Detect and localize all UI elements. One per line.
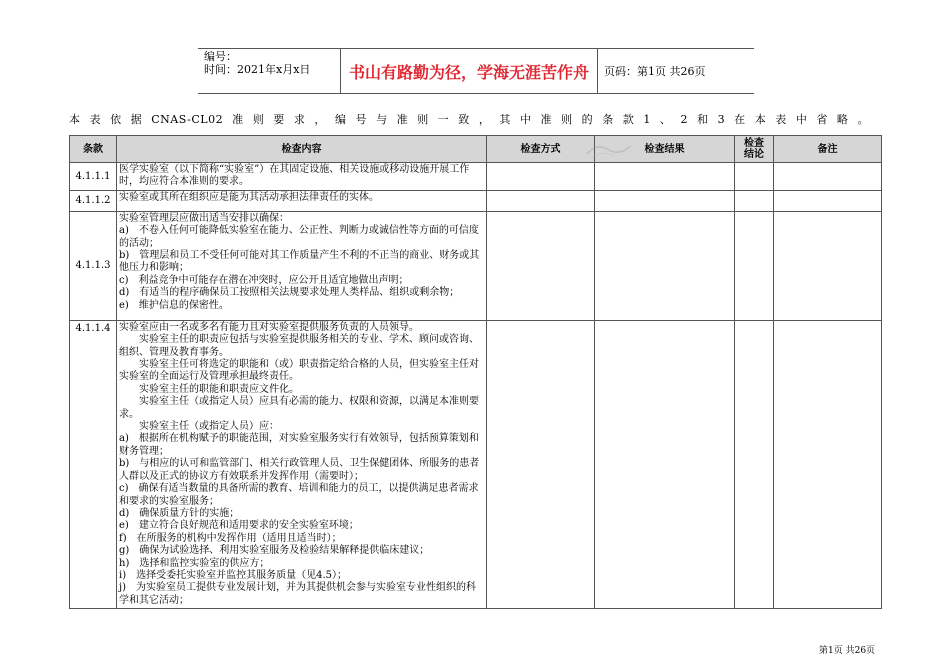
motto: 书山有路勤为径，学海无涯苦作舟 bbox=[340, 49, 598, 93]
content-line: 实验室主任（或指定人员）应： bbox=[139, 421, 279, 433]
content-line: f) 在所服务的机构中发挥作用（适用且适当时）； bbox=[119, 532, 342, 544]
content-line: c) 确保有适当数量的具备所需的教育、培训和能力的员工，以提供满足患者需求和要求的实验室服务； bbox=[119, 483, 479, 507]
header-content: 检查内容 bbox=[117, 136, 487, 163]
table-row bbox=[70, 163, 882, 191]
content-line: e) 维护信息的保密性。 bbox=[119, 299, 229, 311]
conclusion-cell[interactable] bbox=[735, 211, 774, 320]
table-row bbox=[70, 190, 882, 211]
intro-text: 本表依据CNAS-CL02准则要求，编号与准则一致，其中准则的条款1、2和3在本表中省略。 bbox=[69, 113, 869, 126]
content-line: 实验室应由一名或多名有能力且对实验室提供服务负责的人员领导。 bbox=[119, 321, 419, 333]
page-footer: 第1页 共26页 bbox=[819, 646, 876, 656]
content-cell bbox=[117, 190, 487, 211]
header-remark: 备注 bbox=[774, 136, 882, 163]
header-result: 检查结果 bbox=[595, 136, 735, 163]
remark-cell[interactable] bbox=[774, 190, 882, 211]
method-cell[interactable] bbox=[487, 190, 595, 211]
watermark-logo-icon bbox=[585, 140, 635, 162]
remark-cell[interactable] bbox=[774, 163, 882, 191]
content-line: 实验室主任的职责应包括与实验室提供服务相关的专业、学术、顾问或咨询、组织、管理及教育事务。 bbox=[119, 334, 479, 358]
content-line: a) 根据所在机构赋予的职能范围，对实验室服务实行有效领导，包括预算策划和财务管理； bbox=[119, 433, 479, 457]
serial-label: 编号： bbox=[204, 50, 237, 63]
remark-cell[interactable] bbox=[774, 320, 882, 608]
content-line: i) 选择受委托实验室并监控其服务质量（见4.5）； bbox=[119, 569, 348, 581]
clause-cell: 4.1.1.2 bbox=[70, 190, 117, 211]
time-label: 时间：2021年x月x日 bbox=[204, 63, 311, 76]
table-header-row bbox=[70, 136, 882, 163]
content-line: e) 建立符合良好规范和适用要求的安全实验室环境； bbox=[119, 520, 359, 532]
result-cell[interactable] bbox=[595, 211, 735, 320]
method-cell[interactable] bbox=[487, 211, 595, 320]
clause-cell: 4.1.1.4 bbox=[70, 320, 117, 608]
clause-cell: 4.1.1.1 bbox=[70, 163, 117, 191]
content-line: a) 不卷入任何可能降低实验室在能力、公正性、判断力或诚信性等方面的可信度的活动； bbox=[119, 225, 479, 249]
content-line: c) 利益竞争中可能存在潜在冲突时，应公开且适宜地做出声明； bbox=[119, 274, 409, 286]
conclusion-cell[interactable] bbox=[735, 320, 774, 608]
page-header bbox=[198, 48, 754, 94]
content-cell bbox=[117, 163, 487, 191]
checklist-table bbox=[69, 135, 882, 609]
content-line: g) 确保为试验选择、利用实验室服务及检验结果解释提供临床建议； bbox=[119, 545, 430, 557]
method-cell[interactable] bbox=[487, 320, 595, 608]
result-cell[interactable] bbox=[595, 190, 735, 211]
table-row bbox=[70, 211, 882, 320]
content-line: h) 选择和监控实验室的供应方； bbox=[119, 557, 270, 569]
content-line: 实验室主任可将选定的职能和（或）职责指定给合格的人员，但实验室主任对实验室的全面运行及管理承担最终责任。 bbox=[119, 359, 479, 383]
content-line: d) 确保质量方针的实施； bbox=[119, 507, 240, 519]
content-line: 实验室或其所在组织应是能为其活动承担法律责任的实体。 bbox=[119, 191, 379, 203]
page-label: 页码：第1页 共26页 bbox=[604, 65, 706, 78]
result-cell[interactable] bbox=[595, 320, 735, 608]
content-cell bbox=[117, 211, 487, 320]
content-line: b) 与相应的认可和监管部门、相关行政管理人员、卫生保健团体、所服务的患者人群以及正式的协议方有效联系并发挥作用（需要时）； bbox=[119, 458, 480, 482]
header-method: 检查方式 bbox=[487, 136, 595, 163]
remark-cell[interactable] bbox=[774, 211, 882, 320]
header-conclusion: 检查结论 bbox=[735, 136, 774, 163]
content-cell bbox=[117, 320, 487, 608]
header-left-cell bbox=[198, 49, 340, 93]
conclusion-cell[interactable] bbox=[735, 190, 774, 211]
content-line: j) 为实验室员工提供专业发展计划，并为其提供机会参与实验室专业性组织的科学和其它活动； bbox=[119, 582, 477, 606]
clause-cell: 4.1.1.3 bbox=[70, 211, 117, 320]
method-cell[interactable] bbox=[487, 163, 595, 191]
content-line: 实验室主任的职能和职责应文件化。 bbox=[139, 383, 299, 395]
result-cell[interactable] bbox=[595, 163, 735, 191]
table-row bbox=[70, 320, 882, 608]
content-line: 医学实验室（以下简称“实验室”）在其固定设施、相关设施或移动设施开展工作时，均应符合本准则的要求。 bbox=[119, 164, 470, 188]
content-line: b) 管理层和员工不受任何可能对其工作质量产生不利的不正当的商业、财务或其他压力和影响； bbox=[119, 250, 480, 274]
content-line: 实验室主任（或指定人员）应具有必需的能力、权限和资源，以满足本准则要求。 bbox=[119, 396, 479, 420]
header-clause: 条款 bbox=[70, 136, 117, 163]
content-line: 实验室管理层应做出适当安排以确保： bbox=[119, 212, 289, 224]
content-line: d) 有适当的程序确保员工按照相关法规要求处理人类样品、组织或剩余物； bbox=[119, 287, 460, 299]
conclusion-cell[interactable] bbox=[735, 163, 774, 191]
